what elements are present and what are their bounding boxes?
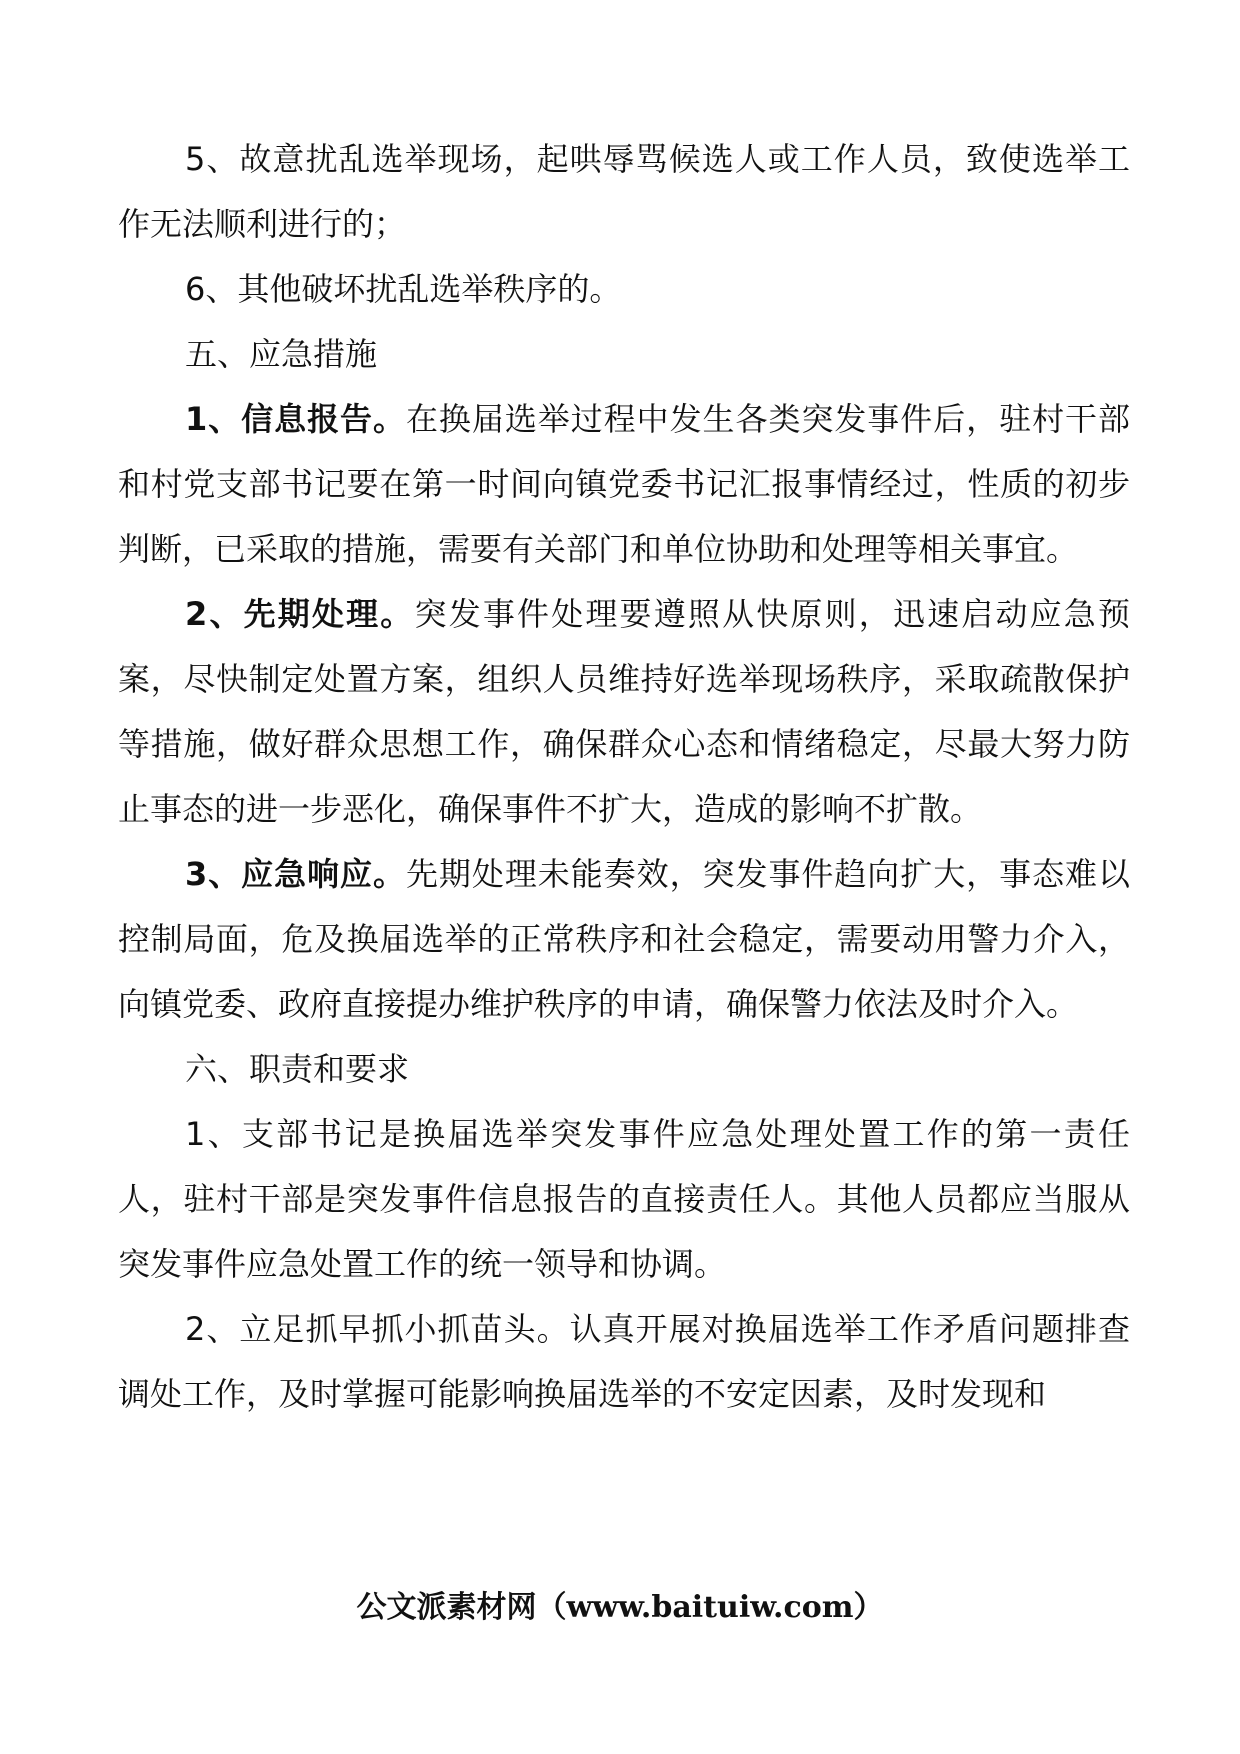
paragraph-emergency-response [118, 842, 1130, 1037]
section-heading-emergency-measures [118, 322, 1130, 387]
paragraph-text: 先期处理未能奏效，突发事件趋向扩大，事态难以控制局面，危及换届选举的正常秩序和社会稳定，需要动用警力介入，向镇党委、政府直接提办维护秩序的申请，确保警力依法及时介入。 [118, 855, 1130, 1023]
document-body [118, 127, 1130, 1427]
paragraph-lead: 2、先期处理。 [185, 595, 415, 633]
paragraph-info-report [118, 387, 1130, 582]
paragraph-item-5 [118, 127, 1130, 257]
section-heading-text: 五、应急措施 [185, 335, 378, 373]
paragraph-item-6 [118, 257, 1130, 322]
paragraph-duty-2 [118, 1297, 1130, 1427]
paragraph-initial-handling [118, 582, 1130, 842]
footer-watermark: 公文派素材网（www.baituiw.com） [356, 1590, 884, 1625]
paragraph-text: 1、支部书记是换届选举突发事件应急处理处置工作的第一责任人，驻村干部是突发事件信息报告的直接责任人。其他人员都应当服从突发事件应急处置工作的统一领导和协调。 [118, 1115, 1130, 1283]
section-heading-text: 六、职责和要求 [185, 1050, 410, 1088]
paragraph-text: 突发事件处理要遵照从快原则，迅速启动应急预案，尽快制定处置方案，组织人员维持好选举现场秩序，采取疏散保护等措施，做好群众思想工作，确保群众心态和情绪稳定，尽最大努力防止事态的进一步恶化，确保事件不扩大，造成的影响不扩散。 [118, 595, 1130, 828]
paragraph-text: 在换届选举过程中发生各类突发事件后，驻村干部和村党支部书记要在第一时间向镇党委书记汇报事情经过，性质的初步判断，已采取的措施，需要有关部门和单位协助和处理等相关事宜。 [118, 400, 1130, 568]
paragraph-lead: 1、信息报告。 [185, 400, 406, 438]
paragraph-text: 5、故意扰乱选举现场，起哄辱骂候选人或工作人员，致使选举工作无法顺利进行的； [118, 140, 1130, 243]
section-heading-duties [118, 1037, 1130, 1102]
paragraph-duty-1 [118, 1102, 1130, 1297]
paragraph-lead: 3、应急响应。 [185, 855, 406, 893]
paragraph-text: 2、立足抓早抓小抓苗头。认真开展对换届选举工作矛盾问题排查调处工作，及时掌握可能影响换届选举的不安定因素，及时发现和 [118, 1310, 1130, 1413]
paragraph-text: 6、其他破坏扰乱选举秩序的。 [185, 270, 622, 308]
